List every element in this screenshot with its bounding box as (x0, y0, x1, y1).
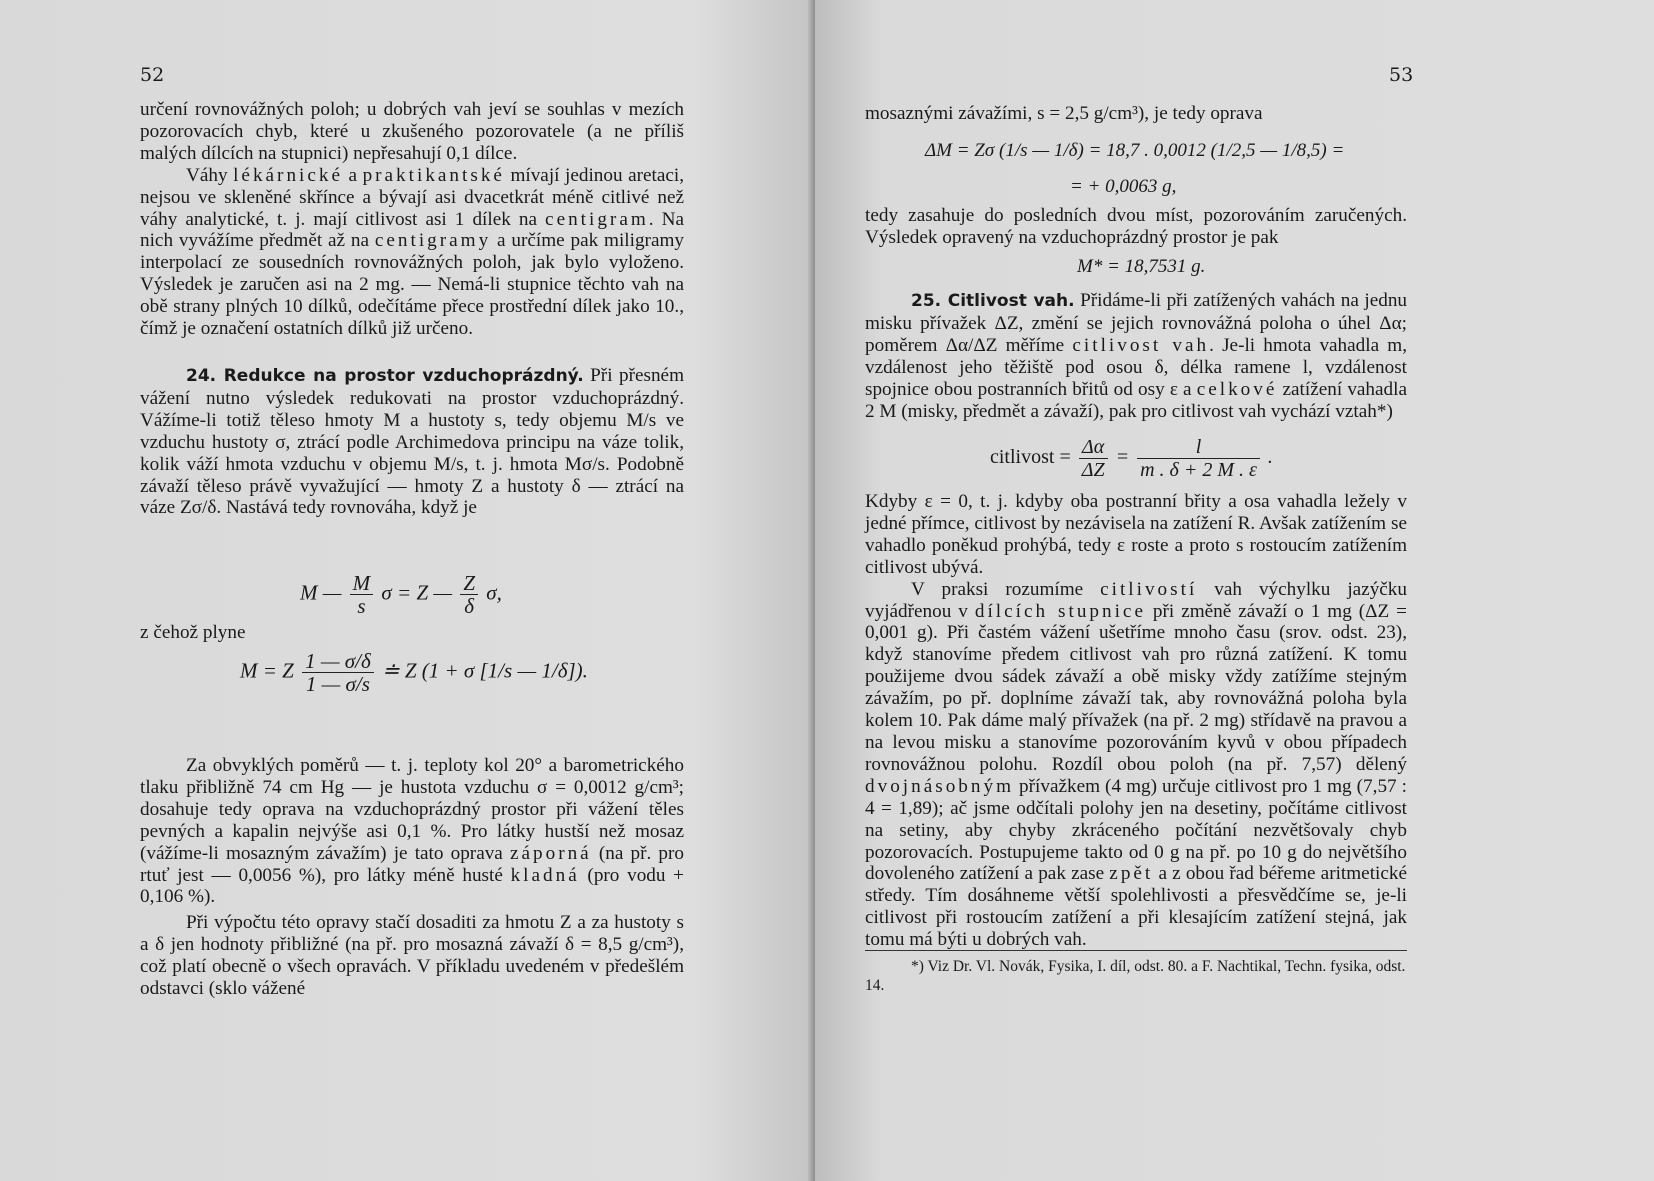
equation: citlivost = $\frac{\Delta\alpha}{\Delta Z}$ = $\frac{l}{m . \delta + 2 M . \varepsilon}$ . (990, 436, 1273, 481)
equation: M = Z $\frac{1 — \sigma/\delta}{1 — \sigma/s}$ ≐ Z (1 + σ [1/s — 1/δ]). (240, 649, 588, 696)
text-line: mosaznými závažími, s = 2,5 g/cm³), je tedy oprava (865, 103, 1263, 124)
text-line: z čehož plyne (140, 622, 246, 643)
text-block-middle (865, 290, 1407, 422)
equation: M* = 18,7531 g. (1077, 256, 1206, 277)
paragraph: určení rovnovážných poloh; u dobrých vah jeví se souhlas v mezích pozorovacích chyb, které u zkušeného pozorovatele (a ne příliš malých dílcích na stupnici) nepřesahují 0,1 dílce. (140, 99, 684, 164)
section-paragraph: 25. Citlivost vah. Přidáme-li při zatížených vahách na jednu misku přívažek ΔZ, změní se jejich rovnovážná poloha o úhel Δα; poměrem Δα/ΔZ měříme citlivost vah. Je-li hmota vahadla m, vzdálenost jeho těžiště pod osou δ, délka ramene l, vzdálenost spojnice obou postranních břitů od osy ε a celkové zatížení vahadla 2 M (misky, předmět a závaží), pak pro citlivost vah vychází vztah*) (865, 290, 1408, 422)
paragraph: Při výpočtu této opravy stačí dosaditi za hmotu Z a za hustoty s a δ jen hodnoty přibližné (na př. pro mosazná závaží δ = 8,5 g/cm³), což platí obecně o všech opravách. V příkladu uvedeném v předešlém odstavci (sklo vážené (140, 912, 684, 1000)
text-block-top (140, 99, 684, 519)
right-page (815, 0, 1654, 1181)
footnote-divider (865, 950, 1407, 951)
paragraph: Váhy lékárnické a praktikantské mívají jedinou aretaci, nejsou ve skleněné skřínce a bývají asi dvacetkrát méně citlivé než váhy analytické, t. j. mají citlivost asi 1 dílek na centigram. Na nich vyvážíme předmět až na centigramy a určíme pak miligramy interpolací ze sousedních rovnovážných poloh, jak bylo vyloženo. Výsledek je zaručen asi na 2 mg. — Nemá-li stupnice těchto vah na obě strany plných 10 dílků, odečítáme přece prostřední dílek jako 10., čímž je označení ostatních dílků již určeno. (140, 164, 684, 340)
paragraph: tedy zasahuje do posledních dvou míst, pozorováním zaručených. Výsledek opravený na vzduchoprázdný prostor je pak (865, 205, 1407, 248)
text-block-bottom (140, 755, 684, 1000)
footnote: *) Viz Dr. Vl. Novák, Fysika, I. díl, odst. 80. a F. Nachtikal, Techn. fysika, odst. 14. (865, 958, 1406, 994)
paragraph: Kdyby ε = 0, t. j. kdyby oba postranní břity a osa vahadla ležely v jedné přímce, citlivost by nezávisela na zatížení R. Avšak zatížením se vahadlo poněkud prohýbá, tedy ε roste a proto s rostoucím zatížením citlivost ubývá. (865, 491, 1407, 578)
equation: = + 0,0063 g, (1070, 176, 1177, 197)
page-number: 52 (140, 64, 165, 86)
section-heading: 24. Redukce na prostor vzduchoprázdný. (186, 365, 584, 386)
text-block-top (865, 205, 1407, 249)
left-page (0, 0, 815, 1181)
section-paragraph: 24. Redukce na prostor vzduchoprázdný. Při přesném vážení nutno výsledek redukovati na prostor vzduchoprázdný. Vážíme-li totiž těleso hmoty M a hustoty s, tedy objemu M/s ve vzduchu hustoty σ, ztrácí podle Archimedova principu na váze tolik, kolik váží hmota vzduchu v objemu M/s, t. j. hmota Mσ/s. Podobně závaží těleso právě vyvažující — hmoty Z a hustoty δ — ztrácí na váze Zσ/δ. Nastává tedy rovnováha, když je (140, 364, 684, 519)
paragraph: V praksi rozumíme citlivostí vah výchylku jazýčku vyjádřenou v dílcích stupnice při změně závaží o 1 mg (ΔZ = 0,001 g). Při častém vážení ušetříme mnoho času (srov. odst. 23), když stanovíme předem citlivost vah pro různá zatížení. K tomu použijeme dvou sádek závaží a obě misky vždy zatížíme stejným závažím, po př. doplníme závaží tak, aby rovnovážná poloha byla kolem 10. Pak dáme malý přívažek (na př. 2 mg) střídavě na pravou a na levou misku a stanovíme pozorováním kyvů v obou případech rovnovážnou polohu. Rozdíl obou poloh (na př. 7,57) dělený dvojnásobným přívažkem (4 mg) určuje citlivost pro 1 mg (7,57 : 4 = 1,89); ač jsme odčítali polohy jen na desetiny, počítáme citlivost na setiny, aby chyby zkráceného počítání nezvětšovaly chyb pozorovacích. Postupujeme takto od 0 g na př. po 10 g do největšího dovoleného zatížení a pak zase zpět a z obou řad béřeme aritmetické středy. Tím dosáhneme větší spolehlivosti a přesvědčíme se, je-li citlivost při rostoucím zatížení a při klesajícím zatížení stejná, jak tomu má býti u dobrých vah. (865, 578, 1407, 951)
paragraph: Za obvyklých poměrů — t. j. teploty kol 20° a barometrického tlaku přibližně 74 cm Hg — je hustota vzduchu σ = 0,0012 g/cm³; dosahuje tedy oprava na vzduchoprázdný prostor při vážení těles pevných a kapalin nejvýše asi 0,1 %. Pro látky hustší než mosaz (vážíme-li mosazným závažím) je tato oprava záporná (na př. pro rtuť jest — 0,0056 %), pro látky méně husté kladná (pro vodu + 0,106 %). (140, 755, 684, 908)
section-heading: 25. Citlivost vah. (911, 291, 1075, 311)
page-number: 53 (1389, 64, 1414, 86)
equation: M — $\frac{M}{s}$ σ = Z — $\frac{Z}{\delta}$ σ, (300, 571, 502, 618)
text-block-bottom (865, 491, 1407, 951)
equation: ΔM = Zσ (1/s — 1/δ) = 18,7 . 0,0012 (1/2,5 — 1/8,5) = (925, 140, 1345, 161)
